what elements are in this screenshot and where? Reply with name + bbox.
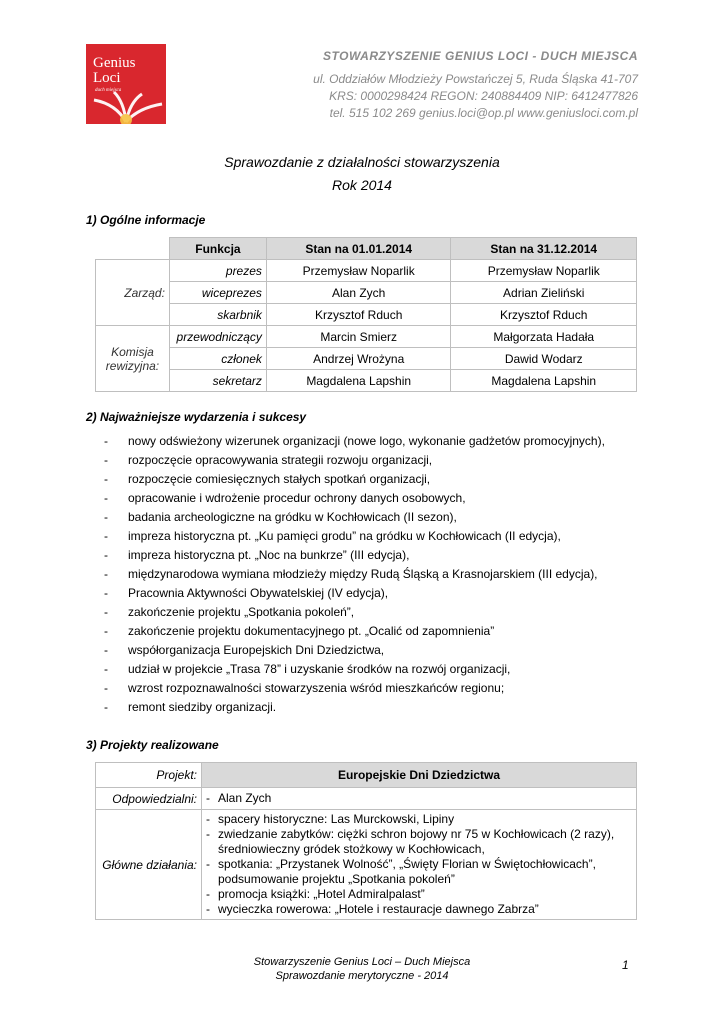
end-cell: Adrian Zieliński — [451, 282, 637, 304]
list-item: - remont siedziby organizacji. — [104, 700, 277, 714]
function-cell: członek — [169, 348, 266, 370]
events-list — [104, 432, 605, 717]
logo-graphic — [86, 44, 166, 124]
list-item: - zwiedzanie zabytków: ciężki schron bojowy nr 75 w Kochłowicach (2 razy), średniowieczny gródek stożkowy w Kochłowicach, — [206, 827, 615, 856]
list-item: - udział w projekcie „Trasa 78” i uzyskanie środków na rozwój organizacji, — [104, 662, 511, 676]
table-row — [96, 304, 637, 326]
organization-name: STOWARZYSZENIE GENIUS LOCI - DUCH MIEJSCA — [323, 49, 638, 63]
table-row — [96, 260, 637, 282]
start-cell: Krzysztof Rduch — [266, 304, 451, 326]
board-table — [95, 237, 637, 392]
start-cell: Przemysław Noparlik — [266, 260, 451, 282]
start-cell: Magdalena Lapshin — [266, 370, 451, 392]
start-cell: Andrzej Wrożyna — [266, 348, 451, 370]
list-item: - spacery historyczne: Las Murckowski, Lipiny — [206, 812, 455, 826]
list-item: - rozpoczęcie comiesięcznych stałych spotkań organizacji, — [104, 472, 431, 486]
project-name: Europejskie Dni Dziedzictwa — [202, 763, 637, 788]
function-cell: wiceprezes — [169, 282, 266, 304]
table-row — [96, 282, 637, 304]
list-item: - zakończenie projektu dokumentacyjnego pt. „Ocalić od zapomnienia” — [104, 624, 495, 638]
section-1-heading: 1) Ogólne informacje — [86, 213, 206, 227]
activities-label: Główne działania: — [96, 810, 202, 920]
responsible-cell — [202, 788, 637, 810]
start-cell: Alan Zych — [266, 282, 451, 304]
contact-line: tel. 515 102 269 genius.loci@op.pl www.geniusloci.com.pl — [329, 106, 638, 120]
activities-row — [96, 810, 637, 920]
section-2-heading: 2) Najważniejsze wydarzenia i sukcesy — [86, 410, 307, 424]
footer-line-2: Sprawozdanie merytoryczne - 2014 — [275, 970, 449, 982]
responsible-label: Odpowiedzialni: — [96, 788, 202, 810]
page-footer — [0, 955, 724, 983]
column-header: Stan na 31.12.2014 — [451, 238, 637, 260]
list-item: - nowy odświeżony wizerunek organizacji (nowe logo, wykonanie gadżetów promocyjnych), — [104, 434, 605, 448]
column-header: Funkcja — [169, 238, 266, 260]
report-year: Rok 2014 — [332, 177, 392, 193]
end-cell: Dawid Wodarz — [451, 348, 637, 370]
organization-address-block — [313, 71, 638, 122]
footer-line-1: Stowarzyszenie Genius Loci – Duch Miejsca — [253, 956, 471, 968]
table-row — [96, 370, 637, 392]
registry-line: KRS: 0000298424 REGON: 240884409 NIP: 6412477826 — [329, 89, 638, 103]
list-item: - opracowanie i wdrożenie procedur ochrony danych osobowych, — [104, 491, 466, 505]
table-header-row — [96, 238, 637, 260]
list-item: - wzrost rozpoznawalności stowarzyszenia wśród mieszkańców regionu; — [104, 681, 505, 695]
responsible-row — [96, 788, 637, 810]
function-cell: przewodniczący — [169, 326, 266, 348]
logo-word-1: Genius — [93, 55, 136, 71]
function-cell: sekretarz — [169, 370, 266, 392]
list-item: - Alan Zych — [206, 791, 272, 805]
group-label-board: Zarząd: — [96, 260, 170, 326]
table-row — [96, 348, 637, 370]
list-item: - impreza historyczna pt. „Ku pamięci grodu” na gródku w Kochłowicach (II edycja), — [104, 529, 561, 543]
report-title: Sprawozdanie z działalności stowarzyszenia — [224, 154, 500, 170]
list-item: - spotkania: „Przystanek Wolność”, „Święty Florian w Świętochłowicach”, podsumowanie projektu „Spotkania pokoleń” — [206, 857, 596, 886]
list-item: - współorganizacja Europejskich Dni Dziedzictwa, — [104, 643, 385, 657]
activities-cell — [202, 810, 637, 920]
list-item: - międzynarodowa wymiana młodzieży między Rudą Śląską a Krasnojarskiem (III edycja), — [104, 567, 598, 581]
end-cell: Przemysław Noparlik — [451, 260, 637, 282]
genius-loci-logo — [86, 44, 166, 124]
list-item: - badania archeologiczne na gródku w Kochłowicach (II sezon), — [104, 510, 457, 524]
table-row — [96, 326, 637, 348]
list-item: - wycieczka rowerowa: „Hotele i restauracje dawnego Zabrza” — [206, 902, 539, 916]
page-number: 1 — [622, 958, 629, 972]
project-row — [96, 763, 637, 788]
group-label-audit-committee: Komisja rewizyjna: — [96, 326, 170, 392]
list-item: - promocja książki: „Hotel Admiralpalast” — [206, 887, 425, 901]
project-table — [95, 762, 637, 920]
logo-tagline: duch miejsca — [95, 88, 122, 93]
section-3-heading: 3) Projekty realizowane — [86, 738, 219, 752]
start-cell: Marcin Smierz — [266, 326, 451, 348]
table-corner-cell — [96, 238, 170, 260]
column-header: Stan na 01.01.2014 — [266, 238, 451, 260]
list-item: - rozpoczęcie opracowywania strategii rozwoju organizacji, — [104, 453, 433, 467]
project-label: Projekt: — [96, 763, 202, 788]
function-cell: prezes — [169, 260, 266, 282]
end-cell: Małgorzata Hadała — [451, 326, 637, 348]
end-cell: Magdalena Lapshin — [451, 370, 637, 392]
address-line: ul. Oddziałów Młodzieży Powstańczej 5, Ruda Śląska 41-707 — [313, 72, 638, 86]
function-cell: skarbnik — [169, 304, 266, 326]
list-item: - Pracownia Aktywności Obywatelskiej (IV edycja), — [104, 586, 389, 600]
logo-word-2: Loci — [93, 70, 121, 86]
list-item: - zakończenie projektu „Spotkania pokoleń”, — [104, 605, 355, 619]
end-cell: Krzysztof Rduch — [451, 304, 637, 326]
list-item: - impreza historyczna pt. „Noc na bunkrze” (III edycja), — [104, 548, 410, 562]
